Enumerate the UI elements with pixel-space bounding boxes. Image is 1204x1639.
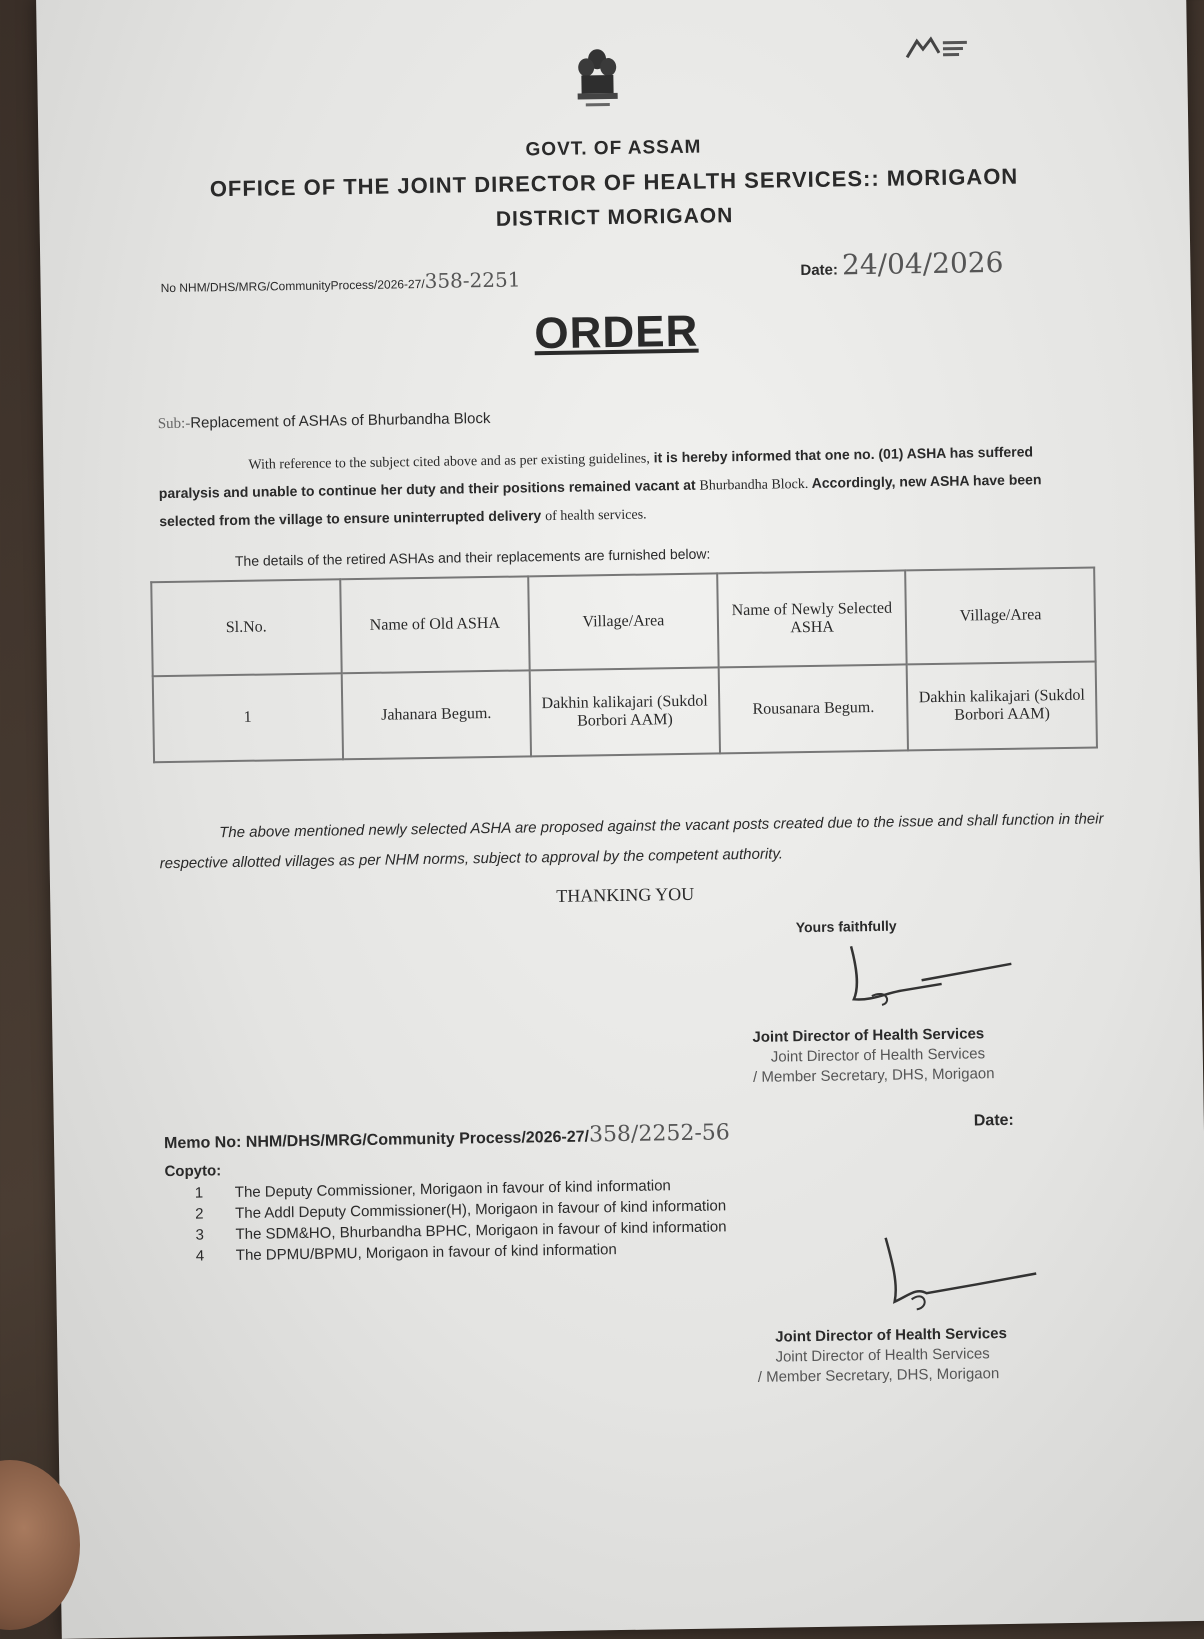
col-header-village: Village/Area bbox=[528, 573, 718, 670]
date-label: Date: bbox=[800, 261, 839, 280]
signatory-block-2 bbox=[757, 1324, 1008, 1388]
govt-heading: GOVT. OF ASSAM bbox=[525, 136, 702, 161]
signatory-2-line-2: Joint Director of Health Services bbox=[775, 1345, 990, 1366]
subject-prefix: Sub:- bbox=[157, 415, 191, 433]
memo-number bbox=[164, 1120, 730, 1154]
date-handwritten: 24/04/2026 bbox=[841, 245, 1004, 282]
order-title: ORDER bbox=[534, 306, 699, 359]
body-paragraph bbox=[158, 438, 1079, 536]
order-date bbox=[800, 246, 1004, 282]
asha-replacement-table bbox=[150, 566, 1098, 763]
signatory-2-line-1: Joint Director of Health Services bbox=[775, 1324, 1008, 1346]
subject-line bbox=[158, 410, 491, 433]
body-text-a: With reference to the subject cited above and as per existing guidelines, bbox=[248, 451, 650, 473]
signature-icon bbox=[856, 1233, 1057, 1316]
nhm-logo-icon bbox=[887, 34, 988, 84]
list-item: 1 The Deputy Commissioner, Morigaon in favour of kind information bbox=[194, 1177, 671, 1202]
body-text-b: it is hereby informed that one no. (01) ASHA has suffered paralysis and unable to continue her duty and their positions remained vacant at bbox=[158, 443, 1034, 502]
col-header-old-asha: Name of Old ASHA bbox=[340, 576, 530, 673]
signatory-1-line-2: Joint Director of Health Services bbox=[770, 1045, 986, 1066]
district-heading: DISTRICT MORIGAON bbox=[495, 204, 734, 231]
closing-paragraph bbox=[159, 804, 1120, 879]
memo-printed: Memo No: NHM/DHS/MRG/Community Process/2026-27/ bbox=[163, 1128, 590, 1153]
cell-old-asha: Jahanara Begum. bbox=[341, 670, 531, 759]
col-header-slno: Sl.No. bbox=[151, 579, 341, 676]
closing-text: The above mentioned newly selected ASHA are proposed against the vacant posts created due to the issue and shall function in their respective allotted villages as per NHM norms, subject to approval by the competent authority. bbox=[159, 810, 1104, 873]
list-item: 4 The DPMU/BPMU, Morigaon in favour of kind information bbox=[195, 1241, 617, 1265]
body-text-c: Bhurbandha Block. bbox=[699, 476, 809, 494]
yours-faithfully: Yours faithfully bbox=[795, 917, 897, 936]
list-item: 2 The Addl Deputy Commissioner(H), Morigaon in favour of kind information bbox=[195, 1197, 727, 1223]
cell-new-asha: Rousanara Begum. bbox=[718, 664, 908, 753]
cell-village: Dakhin kalikajari (Sukdol Borbori AAM) bbox=[530, 667, 720, 756]
body-text-e: of health services. bbox=[545, 507, 647, 525]
col-header-village-new: Village/Area bbox=[906, 567, 1096, 664]
signature-icon bbox=[831, 939, 1032, 1012]
col-header-new-asha: Name of Newly Selected ASHA bbox=[717, 570, 907, 667]
document-page bbox=[36, 0, 1204, 1639]
signatory-2-line-3: / Member Secretary, DHS, Morigaon bbox=[757, 1365, 1000, 1386]
memo-date-label: Date: bbox=[973, 1111, 1014, 1130]
signatory-1-line-1: Joint Director of Health Services bbox=[752, 1025, 985, 1046]
memo-handwritten: 358/2252-56 bbox=[588, 1120, 730, 1148]
details-intro: The details of the retired ASHAs and their replacements are furnished below: bbox=[234, 545, 711, 569]
reference-number-printed: No NHM/DHS/MRG/CommunityProcess/2026-27/ bbox=[160, 276, 425, 296]
copy-to-list bbox=[195, 1174, 727, 1266]
office-heading: OFFICE OF THE JOINT DIRECTOR OF HEALTH SERVICES:: MORIGAON bbox=[209, 163, 1019, 202]
table-header-row bbox=[151, 567, 1095, 676]
cell-slno: 1 bbox=[153, 673, 343, 762]
cell-village-new: Dakhin kalikajari (Sukdol Borbori AAM) bbox=[907, 661, 1097, 750]
table-row bbox=[153, 661, 1097, 762]
signatory-1-line-3: / Member Secretary, DHS, Morigaon bbox=[752, 1065, 995, 1086]
signatory-block-1 bbox=[752, 1024, 994, 1088]
reference-number-handwritten: 358-2251 bbox=[424, 267, 521, 293]
reference-number bbox=[160, 267, 520, 297]
subject-text: Replacement of ASHAs of Bhurbandha Block bbox=[190, 409, 491, 432]
list-item: 3 The SDM&HO, Bhurbandha BPHC, Morigaon in favour of kind information bbox=[195, 1218, 727, 1244]
copy-to-label: Copyto: bbox=[164, 1162, 222, 1181]
body-text-d: Accordingly, new ASHA have been selected from the village to ensure uninterrupted delivery bbox=[159, 471, 1042, 530]
thanking-line: THANKING YOU bbox=[556, 883, 695, 906]
national-emblem-icon bbox=[567, 45, 628, 116]
